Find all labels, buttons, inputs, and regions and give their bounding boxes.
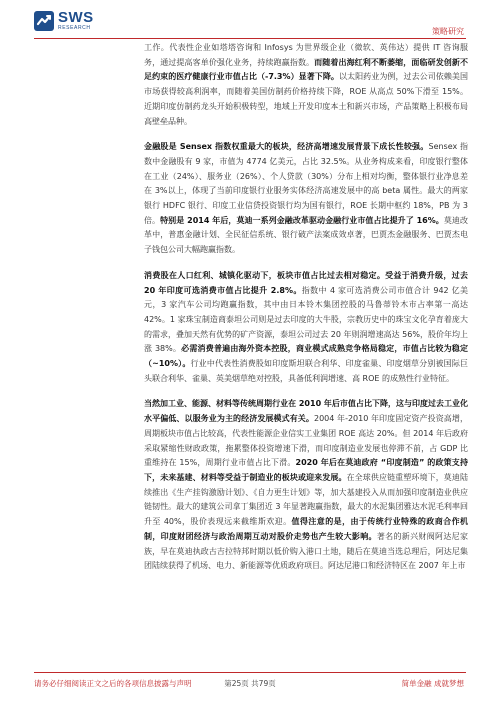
text-run: 在全球供应链重塑环境下，莫迪陆续推出《生产挂钩激励计划》、《自力更生计划》等，加大基建投入从而加强印度制造业供应链韧性。最大的建筑公司拿丁集团近 3 年显著跑赢指数，最大的水泥集团雅达水泥毛利率回升至 40%，股价表现远来截维斯欢迎。	[144, 472, 468, 527]
bold-text-run: 当然加工业、能源、材料等传统周期行业在 2010 年后市值占比下降，这与印度过去工业化水平偏低、以服务业为主的经济发展模式有关。	[144, 399, 468, 424]
footer-disclaimer: 请务必仔细阅读正文之后的各项信息披露与声明	[34, 679, 192, 688]
page-number: 第25页 共79页	[224, 679, 276, 688]
footer-divider	[34, 672, 466, 673]
bold-text-run: 而随着出海红利不断萎缩，面临研发创新不足约束的医疗健康行业市值占比（-7.3%）显著下降。	[144, 57, 469, 82]
sws-logo	[34, 10, 94, 31]
logo-mark-icon	[34, 11, 54, 31]
page-header	[0, 0, 500, 40]
bold-text-run: 2020 年后在莫迪政府 “印度制造” 的政策支持下，未来基建、材料等受益于制造业的板块或迎来发展。	[144, 458, 468, 482]
text-run: 著名的新兴财阀阿达尼家族，早在莫迪执政古吉拉特邦时期以低价购入港口土地，随后在莫迪当选总理后，阿达尼集团陆续获得了机场、电力、新能源等优质政府项目。阿达尼港口和经济特区在 2007 年上市	[144, 531, 469, 571]
text-run: Sensex 指数中金融股有 9 家，市值为 4774 亿美元，占比 32.5%。从业务构成来看，印度银行整体在工业（24%）、服务业（26%）、个人贷款（30%）分布上相对均衡，整体银行业净息差在 3%以上，体现了当前印度银行业服务实体经济高速发展中的高 beta 属性。最大的两家银行 HDFC 银行、印度工业信贷投资银行均为国有银行，ROE 长期中枢约 18%，PB 为 3 倍。	[144, 142, 468, 225]
bold-text-run: 金融股是 Sensex 指数权重最大的板块，经济高增速发展背景下成长性较强。	[144, 142, 429, 152]
text-run: 行业中代表性消费股如印度斯坦联合利华、印度雀巢、印度烟草分别被国际巨头联合利华、雀巢、英美烟草绝对控股，具备低利润增速、高 ROE 的成熟性行业特征。	[144, 359, 468, 383]
text-run: 指数中 4 家可选消费公司市值合计 942 亿美元，3 家汽车公司均跑赢指数，其中由日本铃木集团控股的马鲁蒂铃木市占率第一高达 42%。1 家珠宝制造商泰坦公司则是过去印度的大牛股，宗教历史中的珠宝文化孕育着庞大的需求，叠加天然有优势的矿产资源，泰坦公司过去 20 年则润增速高达 56%，股价年均上涨 38%。	[144, 285, 469, 354]
paragraph	[144, 41, 468, 129]
bold-text-run: 消费股在人口红利、城镇化驱动下，板块市值占比过去相对稳定。受益于消费升级，过去 20 年印度可选消费市值占比提升 2.8%。	[144, 270, 468, 295]
logo-wordmark: SWS	[58, 9, 94, 26]
text-run: 以太阳药业为例，过去公司依赖美国市场获得较高利润率，而随着美国仿制药价格持续下降，ROE 从高点 50%下滑至 15%。近期印度仿制药龙头开始积极转型，地域上开发印度本土和新兴市场，产品策略上积极布局高壁垒品种。	[144, 72, 468, 126]
report-body	[144, 41, 468, 585]
text-run: 2004 年-2010 年印度固定资产投资高增，周期板块市值占比较高，代表性能源企业信实工业集团 ROE 高达 20%。但 2014 年后政府采取紧缩性财政政策，拖累整体投资增速下滑，而印度制造业发展也停滞不前，占 GDP 比重维持在 15%，周期行业市值占比下滑。	[144, 414, 468, 468]
paragraph	[144, 140, 468, 258]
paragraph	[144, 397, 468, 573]
section-label: 策略研究	[432, 27, 464, 36]
header-divider	[34, 38, 466, 39]
text-run: 工作。代表性企业如塔塔咨询和 Infosys 为世界级企业（微软、英伟达）提供 IT 咨询服务，通过提高客单价强化业务，持续跑赢指数。	[144, 43, 468, 67]
bold-text-run: 特别是 2014 年后，莫迪一系列金融改革驱动金融行业市值占比提升了 16%。	[160, 215, 444, 225]
paragraph	[144, 269, 468, 387]
logo-subtitle: RESEARCH	[58, 25, 91, 31]
bold-text-run: 值得注意的是，由于传统行业特殊的政商合作机制，印度财团经济与政治周期互动对股价走势也产生较大影响。	[144, 517, 469, 541]
footer-slogan: 简单金融 成就梦想	[401, 679, 464, 688]
bold-text-run: 必需消费普遍由海外资本控股，商业模式成熟竞争格局稳定，市值占比较为稳定（~10%）。	[144, 344, 469, 369]
text-run: 莫迪改革中，普惠金融计划、全民征信系统、银行破产法案成效卓著，巴贾杰金融服务、巴贾杰电子钱包公司大幅跑赢指数。	[144, 215, 468, 255]
